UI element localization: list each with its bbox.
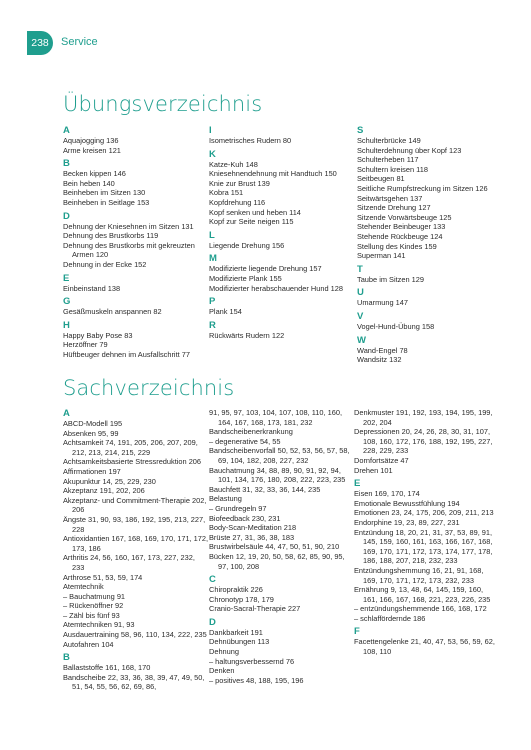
uebungsverzeichnis-columns	[63, 125, 498, 365]
index-column	[209, 125, 357, 365]
index-entry: Akzeptanz- und Commitment-Therapie 202, 206	[63, 495, 207, 515]
index-entry: Katze-Kuh 148	[209, 159, 258, 169]
index-letter: I	[209, 125, 212, 136]
index-entry: Seitwärtsgehen 137	[357, 193, 423, 203]
index-column	[63, 408, 209, 692]
index-entry: Gesäßmuskeln anspannen 82	[63, 307, 162, 317]
index-entry: Knie zur Brust 139	[209, 178, 270, 188]
index-letter: V	[357, 310, 364, 322]
index-entry: Eisen 169, 170, 174	[354, 489, 420, 499]
index-entry: Dehnübungen 113	[209, 637, 270, 647]
index-column	[63, 125, 209, 365]
index-letter: A	[63, 125, 70, 136]
index-entry: Akzeptanz 191, 202, 206	[63, 486, 145, 496]
index-entry: Ballaststoffe 161, 168, 170	[63, 663, 151, 673]
index-entry: Schulterdehnung über Kopf 123	[357, 145, 462, 155]
index-entry: Achtsamkeitsbasierte Stressreduktion 206	[63, 457, 202, 467]
index-letter: D	[63, 210, 70, 222]
index-letter: M	[209, 253, 217, 265]
index-letter: B	[63, 652, 70, 664]
index-entry: Hüftbeuger dehnen im Ausfallschritt 77	[63, 349, 190, 359]
index-letter: S	[357, 125, 364, 136]
index-letter: T	[357, 263, 363, 275]
index-entry: Arthritis 24, 56, 160, 167, 173, 227, 232, 233	[63, 553, 195, 572]
index-entry: Liegende Drehung 156	[209, 240, 285, 250]
index-entry: Biofeedback 230, 231	[209, 513, 281, 523]
index-letter: C	[209, 574, 216, 586]
page-number: 238	[31, 37, 49, 49]
index-entry: Modifizierte Plank 155	[209, 273, 282, 283]
index-letter: U	[357, 287, 364, 299]
index-letter: A	[63, 408, 70, 419]
index-entry: Absenken 95, 99	[63, 428, 119, 438]
index-entry: Ängste 31, 90, 93, 186, 192, 195, 213, 227, 228	[63, 514, 206, 534]
index-entry: ABCD-Modell 195	[63, 419, 123, 428]
index-entry: Depressionen 20, 24, 26, 28, 30, 31, 107, 108, 160, 172, 176, 188, 192, 195, 227, 228, 229, 233	[354, 427, 493, 456]
index-entry: Ausdauertraining 58, 96, 110, 134, 222, 235	[63, 630, 207, 640]
index-entry: Schultern kreisen 118	[357, 164, 428, 174]
index-entry: Happy Baby Pose 83	[63, 330, 133, 340]
index-entry: Kopfdrehung 116	[209, 197, 266, 207]
index-entry: Beinheben in Seitlage 153	[63, 197, 150, 207]
index-entry: Antioxidantien 167, 168, 169, 170, 171, 172, 173, 186	[63, 534, 209, 553]
index-entry: – Zähl bis fünf 93	[63, 610, 120, 620]
index-column	[209, 408, 354, 692]
index-entry: Dehnung der Kniesehnen im Sitzen 131	[63, 221, 194, 231]
index-entry: Kopf zur Seite neigen 115	[209, 217, 294, 227]
index-letter: P	[209, 296, 216, 308]
index-entry: Seitliche Rumpfstreckung im Sitzen 126	[357, 183, 488, 193]
index-entry: Plank 154	[209, 307, 242, 317]
index-entry: Atemtechnik	[63, 582, 104, 592]
index-entry: Bein heben 140	[63, 178, 115, 188]
index-entry: Isometrisches Rudern 80	[209, 136, 292, 145]
sachverzeichnis-columns	[63, 408, 498, 692]
index-entry: Bauchatmung 34, 88, 89, 90, 91, 92, 94, 101, 134, 176, 180, 208, 222, 223, 235	[209, 465, 346, 485]
index-column	[357, 125, 498, 365]
index-entry: Sitzende Drehung 127	[357, 203, 431, 213]
index-entry: Autofahren 104	[63, 639, 114, 649]
index-letter: L	[209, 229, 215, 241]
page-number-badge	[27, 31, 53, 55]
index-letter: E	[354, 478, 361, 490]
index-letter: R	[209, 319, 216, 331]
index-entry: Taube im Sitzen 129	[357, 274, 424, 284]
index-entry: – Grundregeln 97	[209, 503, 267, 513]
index-entry: Einbeinstand 138	[63, 283, 121, 293]
index-entry: Belastung	[209, 494, 242, 504]
index-entry: Bandscheibe 22, 33, 36, 38, 39, 47, 49, 50, 51, 54, 55, 56, 62, 69, 86,	[63, 672, 205, 692]
index-entry: Beinheben im Sitzen 130	[63, 188, 146, 198]
section-label: Service	[61, 36, 98, 48]
index-entry: Arme kreisen 121	[63, 145, 121, 155]
index-entry: Bauchfett 31, 32, 33, 36, 144, 235	[209, 484, 321, 494]
index-entry: Drehen 101	[354, 465, 393, 475]
index-entry: Bücken 12, 19, 20, 50, 58, 62, 85, 90, 95, 97, 100, 208	[209, 551, 345, 571]
index-entry: Kniesehnendehnung mit Handtuch 150	[209, 169, 337, 179]
index-entry: Wand-Engel 78	[357, 345, 408, 355]
index-letter: E	[63, 272, 70, 284]
index-entry: Schulterbrücke 149	[357, 136, 421, 145]
index-entry: Denken	[209, 666, 235, 676]
index-entry: Body-Scan-Meditation 218	[209, 523, 297, 533]
index-entry: Superman 141	[357, 251, 406, 261]
index-entry: Entzündung 18, 20, 21, 31, 37, 53, 89, 91, 145, 159, 160, 161, 163, 166, 167, 168, 169, 170, 171, 172, 173, 174, 177, 178, 186, 188, 207, 218, 232, 233	[354, 527, 493, 566]
index-letter: K	[209, 148, 216, 160]
index-entry: Akupunktur 14, 25, 229, 230	[63, 476, 156, 486]
index-entry: Rückwärts Rudern 122	[209, 330, 285, 340]
index-letter: F	[354, 626, 360, 638]
index-entry: Stehende Rückbeuge 124	[357, 231, 443, 241]
index-entry: – positives 48, 188, 195, 196	[209, 675, 304, 685]
index-entry: – schlaffördernde 186	[354, 613, 426, 623]
index-entry: Umarmung 147	[357, 298, 408, 308]
index-entry: – Rückenöffner 92	[63, 601, 124, 611]
index-entry: – haltungsverbessernd 76	[209, 656, 295, 666]
index-entry: Vogel-Hund-Übung 158	[357, 321, 435, 331]
index-entry: Atemtechniken 91, 93	[63, 620, 135, 630]
index-entry: Seitbeugen 81	[357, 174, 405, 184]
index-entry: – entzündungshemmende 166, 168, 172	[354, 604, 487, 614]
index-entry: – Bauchatmung 91	[63, 591, 126, 601]
index-entry: Cranio-Sacral-Therapie 227	[209, 604, 301, 614]
index-entry: Emotionen 23, 24, 175, 206, 209, 211, 213	[354, 508, 494, 518]
index-entry: Herzöffner 79	[63, 340, 108, 350]
index-entry: Dehnung des Brustkorbs mit gekreuzten Armen 120	[63, 240, 195, 260]
index-entry: Bandscheibenerkrankung	[209, 427, 293, 437]
index-entry: Sitzende Vorwärtsbeuge 125	[357, 212, 452, 222]
index-entry: Stehender Beinbeuger 133	[357, 222, 446, 232]
sachverzeichnis-title: Sachverzeichnis	[63, 376, 235, 400]
index-letter: D	[209, 616, 216, 628]
index-entry: Brüste 27, 31, 36, 38, 183	[209, 532, 295, 542]
index-entry: Modifizierter herabschauender Hund 128	[209, 283, 343, 293]
index-entry: Kopf senken und heben 114	[209, 207, 301, 217]
index-entry: Denkmuster 191, 192, 193, 194, 195, 199, 202, 204	[354, 408, 493, 427]
index-entry: Chronotyp 178, 179	[209, 594, 274, 604]
index-entry: Facettengelenke 21, 40, 47, 53, 56, 59, 62, 108, 110	[354, 637, 495, 657]
index-entry: Kobra 151	[209, 188, 244, 198]
index-entry: – degenerative 54, 55	[209, 436, 281, 446]
index-letter: G	[63, 296, 71, 308]
index-entry: Ernährung 9, 13, 48, 64, 145, 159, 160, 161, 166, 167, 168, 221, 223, 226, 235	[354, 585, 491, 604]
index-entry: Dehnung	[209, 647, 239, 657]
index-letter: W	[357, 334, 366, 346]
index-entry: Affirmationen 197	[63, 466, 121, 476]
index-letter: B	[63, 158, 70, 170]
index-entry: Stellung des Kindes 159	[357, 241, 437, 251]
index-column	[354, 408, 498, 692]
index-entry: Dehnung des Brustkorbs 119	[63, 231, 159, 241]
index-entry: Entzündungshemmung 16, 21, 91, 168, 169, 170, 171, 172, 173, 232, 233	[354, 565, 484, 585]
index-entry: Brustwirbelsäule 44, 47, 50, 51, 90, 210	[209, 542, 340, 552]
index-entry: Emotionale Bewusstfühlung 194	[354, 498, 460, 508]
index-entry: Chiropraktik 226	[209, 585, 263, 595]
index-entry: Dankbarkeit 191	[209, 627, 263, 637]
index-entry: Dehnung in der Ecke 152	[63, 259, 147, 269]
index-entry: Achtsamkeit 74, 191, 205, 206, 207, 209, 212, 213, 214, 215, 229	[63, 438, 198, 457]
index-letter: H	[63, 319, 70, 331]
index-entry: Wandsitz 132	[357, 355, 402, 365]
index-entry: Endorphine 19, 23, 89, 227, 231	[354, 517, 460, 527]
index-entry: Becken kippen 146	[63, 169, 126, 179]
index-entry: Arthrose 51, 53, 59, 174	[63, 572, 143, 582]
index-entry: Dornfortsätze 47	[354, 455, 409, 465]
uebungsverzeichnis-title: Übungsverzeichnis	[63, 92, 263, 116]
index-entry: 91, 95, 97, 103, 104, 107, 108, 110, 160, 164, 167, 168, 173, 181, 232	[209, 408, 343, 427]
index-entry: Schulterheben 117	[357, 155, 419, 165]
index-entry: Modifizierte liegende Drehung 157	[209, 264, 322, 274]
index-entry: Bandscheibenvorfall 50, 52, 53, 56, 57, 58, 69, 104, 182, 208, 227, 232	[209, 446, 350, 465]
index-entry: Aquajogging 136	[63, 136, 119, 145]
